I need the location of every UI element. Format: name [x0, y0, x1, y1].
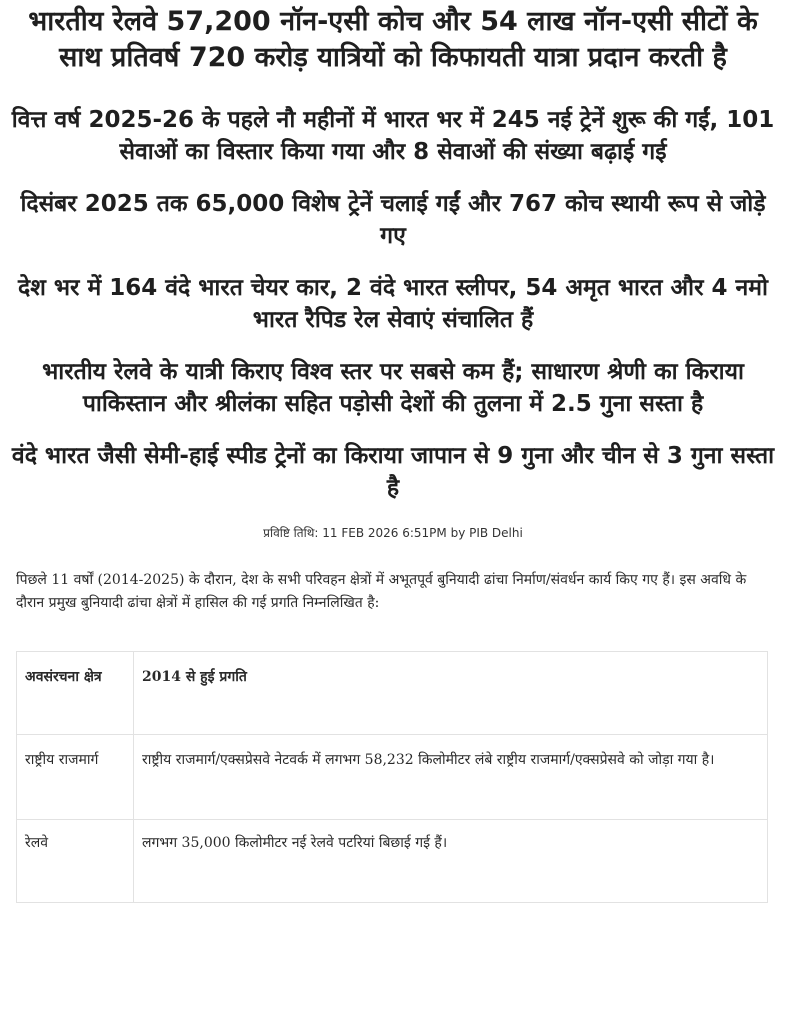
table-cell-sector: रेलवे — [17, 820, 134, 903]
column-header-progress: 2014 से हुई प्रगति — [134, 652, 768, 735]
subheading: भारतीय रेलवे के यात्री किराए विश्व स्तर पर सबसे कम हैं; साधारण श्रेणी का किराया पाकिस्तान और श्रीलंका सहित पड़ोसी देशों की तुलना में 2.5 गुना सस्ता है — [42, 359, 744, 417]
subheading: वंदे भारत जैसी सेमी-हाई स्पीड ट्रेनों का किराया जापान से 9 गुना और चीन से 3 गुना सस्ता है — [11, 443, 775, 501]
table-cell-sector: राष्ट्रीय राजमार्ग — [17, 735, 134, 820]
subheading: देश भर में 164 वंदे भारत चेयर कार, 2 वंदे भारत स्लीपर, 54 अमृत भारत और 4 नमो भारत रैपिड रेल सेवाएं संचालित हैं — [18, 275, 768, 333]
subheadings — [0, 104, 786, 504]
page-title: भारतीय रेलवे 57,200 नॉन-एसी कोच और 54 लाख नॉन-एसी सीटों के साथ प्रतिवर्ष 720 करोड़ यात्रियों को किफायती यात्रा प्रदान करती है — [28, 6, 758, 73]
release-dateline: प्रविष्टि तिथि: 11 FEB 2026 6:51PM by PIB Delhi — [263, 526, 523, 540]
table-row — [17, 820, 768, 903]
subheading: दिसंबर 2025 तक 65,000 विशेष ट्रेनें चलाई गईं और 767 कोच स्थायी रूप से जोड़े गए — [20, 191, 766, 249]
table-header-row — [17, 652, 768, 735]
column-header-sector: अवसंरचना क्षेत्र — [17, 652, 134, 735]
progress-table-container — [16, 651, 770, 903]
subheading: वित्त वर्ष 2025-26 के पहले नौ महीनों में भारत भर में 245 नई ट्रेनें शुरू की गईं, 101 सेवाओं का विस्तार किया गया और 8 सेवाओं की संख्या बढ़ाई गई — [11, 107, 775, 165]
table-cell-progress: लगभग 35,000 किलोमीटर नई रेलवे पटरियां बिछाई गई हैं। — [134, 820, 768, 903]
table-row — [17, 735, 768, 820]
intro-paragraph: पिछले 11 वर्षों (2014-2025) के दौरान, देश के सभी परिवहन क्षेत्रों में अभूतपूर्व बुनियादी ढांचा निर्माण/संवर्धन कार्य किए गए हैं। इस अवधि के दौरान प्रमुख बुनियादी ढांचा क्षेत्रों में हासिल की गई प्रगति निम्नलिखित है: — [16, 572, 747, 611]
table-cell-progress: राष्ट्रीय राजमार्ग/एक्सप्रेसवे नेटवर्क में लगभग 58,232 किलोमीटर लंबे राष्ट्रीय राजमार्ग/एक्सप्रेसवे को जोड़ा गया है। — [134, 735, 768, 820]
progress-table — [16, 651, 768, 903]
